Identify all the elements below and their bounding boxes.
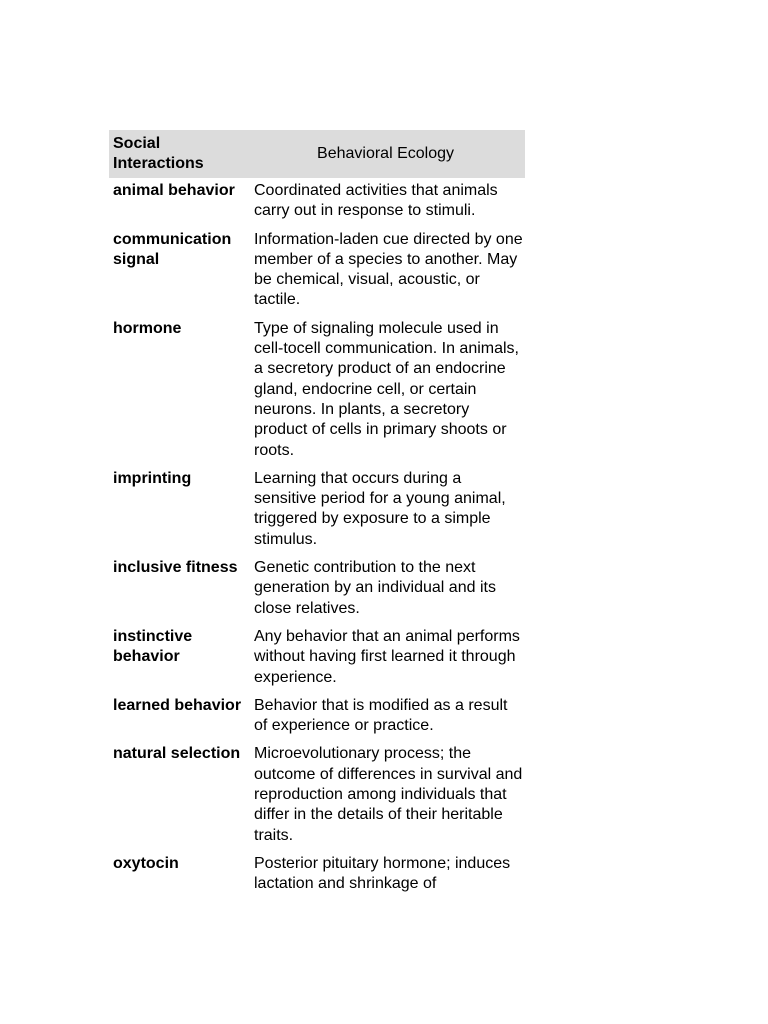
table-row xyxy=(109,178,525,228)
header-definition: Behavioral Ecology xyxy=(250,130,525,178)
table-row xyxy=(109,625,525,694)
header-term: Social Interactions xyxy=(109,130,250,178)
definition-cell: Genetic contribution to the next generation by an individual and its close relatives. xyxy=(254,559,496,617)
table-row xyxy=(109,742,525,851)
table-row xyxy=(109,467,525,556)
table-row xyxy=(109,556,525,625)
table-row xyxy=(109,228,525,317)
term-cell: hormone xyxy=(113,319,182,337)
table-row xyxy=(109,852,525,901)
term-cell: imprinting xyxy=(113,469,192,487)
definition-cell: Type of signaling molecule used in cell-tocell communication. In animals, a secretory product of an endocrine gland, endocrine cell, or certain neurons. In plants, a secretory product of cells in primary shoots or roots. xyxy=(254,319,519,459)
term-cell: oxytocin xyxy=(113,854,179,872)
definition-cell: Any behavior that an animal performs without having first learned it through experience. xyxy=(254,627,520,686)
table-row xyxy=(109,317,525,467)
term-cell: communication signal xyxy=(113,230,232,268)
term-cell: inclusive fitness xyxy=(113,559,238,577)
term-cell: natural selection xyxy=(113,745,241,763)
definition-cell: Coordinated activities that animals carry out in response to stimuli. xyxy=(254,182,498,220)
header-row xyxy=(109,130,525,178)
term-cell: learned behavior xyxy=(113,696,242,714)
definition-cell: Behavior that is modified as a result of experience or practice. xyxy=(254,696,508,735)
definition-cell: Learning that occurs during a sensitive period for a young animal, triggered by exposure to a simple stimulus. xyxy=(254,469,506,548)
definition-cell: Information-laden cue directed by one member of a species to another. May be chemical, visual, acoustic, or tactile. xyxy=(254,230,523,309)
glossary-body xyxy=(109,178,525,901)
table-row xyxy=(109,694,525,743)
glossary-table xyxy=(109,130,525,901)
term-cell: instinctive behavior xyxy=(113,627,193,666)
glossary-header xyxy=(109,130,525,178)
definition-cell: Posterior pituitary hormone; induces lactation and shrinkage of xyxy=(254,854,511,893)
definition-cell: Microevolutionary process; the outcome of differences in survival and reproduction among individuals that differ in the details of their heritable traits. xyxy=(254,745,523,844)
term-cell: animal behavior xyxy=(113,182,235,199)
